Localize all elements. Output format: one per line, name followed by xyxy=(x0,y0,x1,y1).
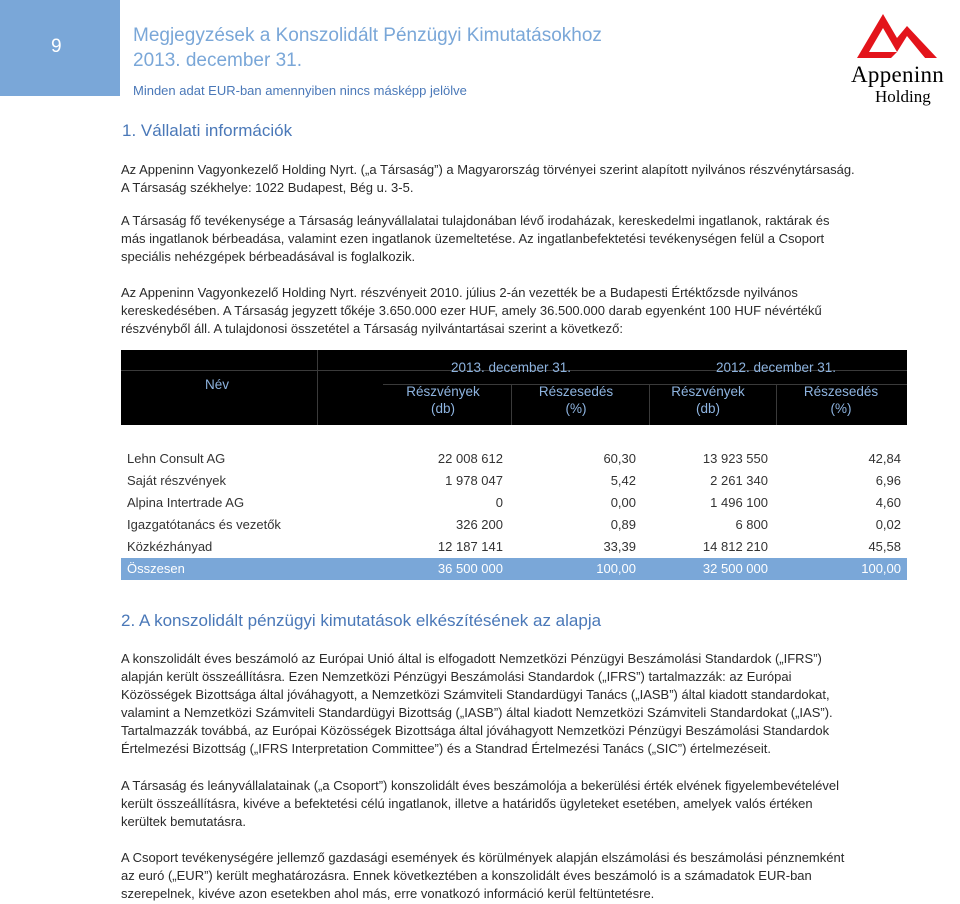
table-row: Igazgatótanács és vezetők 326 200 0,89 6 800 0,02 xyxy=(127,517,901,532)
text-line: szerepelnek, kivéve azon esetekben ahol más, erre vonatkozó információ kerül feltüntetésre. xyxy=(121,886,655,901)
text-line: Az Appeninn Vagyonkezelő Holding Nyrt. részvényeit 2010. július 2-án vezették be a Budapesti Értéktőzsde nyilvános xyxy=(121,285,798,300)
column-header-year-2012: 2012. december 31. xyxy=(715,360,837,375)
column-header-shares-2013: Részvények (db) xyxy=(406,384,480,416)
text-line: speciális nehézgépek bérbeadásával is foglalkozik. xyxy=(121,249,416,264)
page-number: 9 xyxy=(51,36,62,57)
text-line: A Társaság székhelye: 1022 Budapest, Bég u. 3-5. xyxy=(121,180,414,195)
text-line: részvényből áll. A tulajdonosi összetétel a Társaság nyilvántartásai szerint a következő: xyxy=(121,321,623,336)
section1-paragraph-3 xyxy=(121,284,898,338)
text-line: A Csoport tevékenységére jellemző gazdasági események és körülmények alapján elszámolási és beszámolási pénznemként xyxy=(121,850,845,865)
text-line: A Társaság és leányvállalatainak („a Csoport”) konszolidált éves beszámolója a bekerülési érték elvének figyelembevételével xyxy=(121,778,840,793)
text-line: került összeállításra, kivéve a befektetési célú ingatlanok, illetve a határidős ügyleteket esetében, amelyek valós értéken xyxy=(121,796,813,811)
section2-heading: 2. A konszolidált pénzügyi kimutatások elkészítésének az alapja xyxy=(121,611,602,630)
section1-paragraph-1 xyxy=(121,161,898,197)
page-title: Megjegyzések a Konszolidált Pénzügyi Kimutatásokhoz xyxy=(133,25,602,46)
ownership-table-header xyxy=(121,350,907,425)
text-line: valamint a Nemzetközi Számviteli Standardügyi Bizottság („IASB”) által kiadott Nemzetközi Számviteli Standardokat („IAS”). xyxy=(121,705,833,720)
text-line: Értelmezési Bizottság („IFRS Interpretation Committee”) és a Standrad Értelmezési Tanács („SIC”) értelmezéseit. xyxy=(121,741,771,756)
section2-paragraph-3 xyxy=(121,849,898,903)
section1-paragraph-2 xyxy=(121,212,898,266)
text-line: kerültek bemutatásra. xyxy=(121,814,247,829)
column-header-stake-2013: Részesedés (%) xyxy=(538,384,614,416)
logo-name: Appeninn xyxy=(851,62,945,87)
column-header-stake-2012: Részesedés (%) xyxy=(803,384,879,416)
table-total-row: Összesen 36 500 000 100,00 32 500 000 100,00 xyxy=(121,558,907,580)
text-line: Az Appeninn Vagyonkezelő Holding Nyrt. („a Társaság”) a Magyarország törvényei szerint alapított nyilvános részvénytársaság. xyxy=(121,162,855,177)
column-header-name: Név xyxy=(205,377,230,392)
text-line: az euró („EUR”) került meghatározásra. Ennek következtében a konszolidált éves beszámoló is a számadatok EUR-ban xyxy=(121,868,812,883)
logo-sub: Holding xyxy=(875,87,931,106)
section1-heading: 1. Vállalati információk xyxy=(122,121,293,140)
table-row: Lehn Consult AG 22 008 612 60,30 13 923 550 42,84 xyxy=(127,451,901,466)
text-line: más ingatlanok bérbeadása, valamint ezen ingatlanok üzemeltetése. Az ingatlanbefektetési tevékenységen felül a Csoport xyxy=(121,231,825,246)
page-number-box xyxy=(0,0,120,96)
section2-paragraph-2 xyxy=(121,777,898,831)
column-header-shares-2012: Részvények (db) xyxy=(671,384,745,416)
text-line: A konszolidált éves beszámoló az Európai Unió által is elfogadott Nemzetközi Pénzügyi Beszámolási Standardok („IFRS”) xyxy=(121,651,822,666)
page-date: 2013. december 31. xyxy=(133,50,303,71)
table-row: Közkézhányad 12 187 141 33,39 14 812 210 45,58 xyxy=(127,539,901,554)
text-line: Tartalmazzák továbbá, az Európai Közösségek Bizottsága által jóváhagyott Nemzetközi Pénzügyi Beszámolási Standardok xyxy=(121,723,830,738)
text-line: alapján került összeállításra. Ezen Nemzetközi Pénzügyi Beszámolási Standardok („IFRS”) tartalmazzák: az Európai xyxy=(121,669,792,684)
table-row: Alpina Intertrade AG 0 0,00 1 496 100 4,60 xyxy=(127,495,901,510)
text-line: A Társaság fő tevékenysége a Társaság leányvállalatai tulajdonában lévő irodaházak, kereskedelmi ingatlanok, raktárak és xyxy=(121,213,830,228)
column-header-year-2013: 2013. december 31. xyxy=(450,360,572,375)
section2-paragraph-1 xyxy=(121,650,898,758)
table-row: Saját részvények 1 978 047 5,42 2 261 340 6,96 xyxy=(127,473,901,488)
text-line: kereskedésében. A Társaság jegyzett tőkéje 3.650.000 ezer HUF, amely 36.500.000 darab egyenként 100 HUF névértékű xyxy=(121,303,822,318)
text-line: Közösségek Bizottsága által jóváhagyott, a Nemzetközi Számviteli Standardügyi Tanács („IASB”) által kiadott standardokat, xyxy=(121,687,830,702)
page-subtitle: Minden adat EUR-ban amennyiben nincs másképp jelölve xyxy=(133,83,467,98)
